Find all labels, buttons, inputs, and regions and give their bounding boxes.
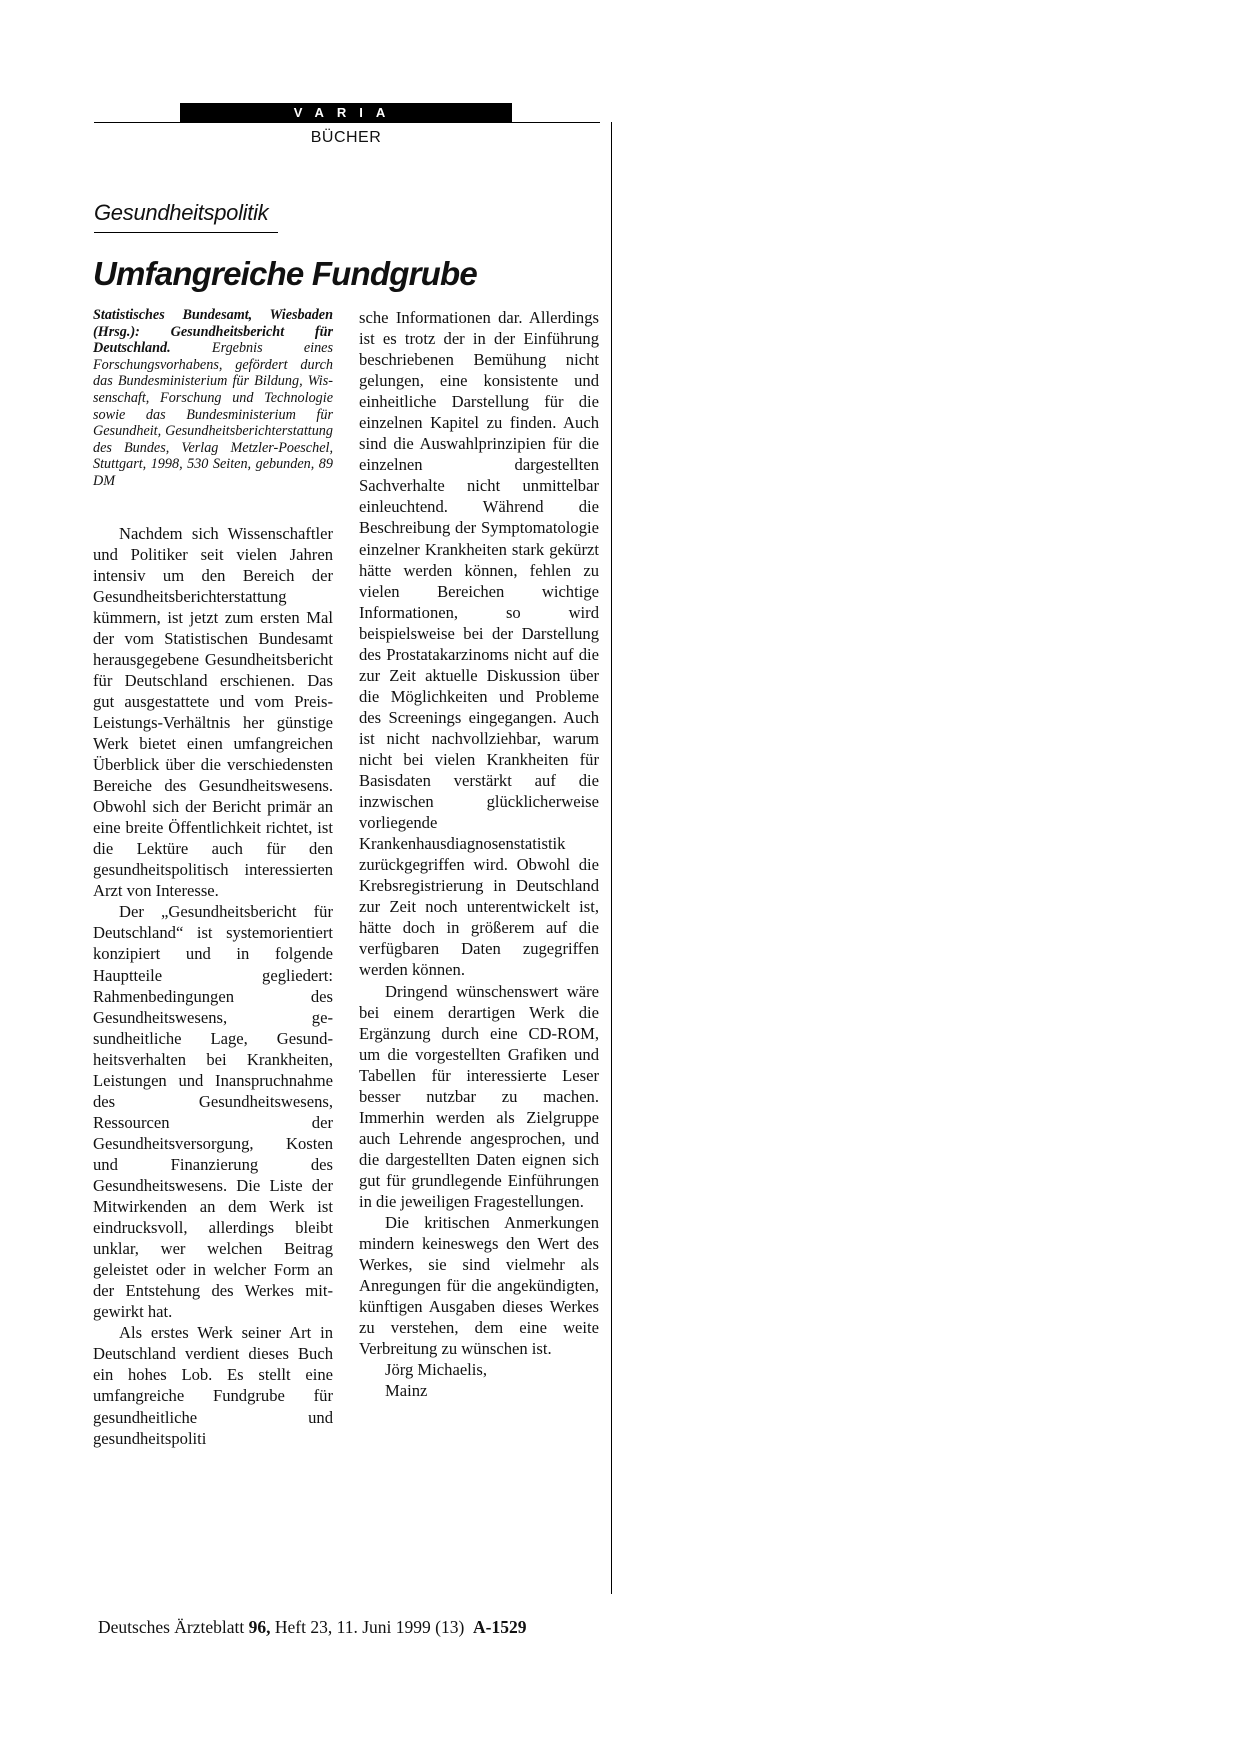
subsection-label: BÜCHER xyxy=(310,129,382,146)
article-rubric: Gesundheitspolitik xyxy=(94,200,278,233)
journal-name: Deutsches Ärzteblatt xyxy=(98,1617,245,1637)
journal-issue: Heft 23, 11. Juni 1999 (13) xyxy=(274,1617,465,1637)
text-column-left xyxy=(93,307,333,1449)
paragraph: Die kritischen Anmerkungen mindern keineswegs den Wert des Werkes, sie sind vielmehr als Anregungen für die angekündigten, künftigen Ausgaben dieses Werkes zu verstehen, dem eine weite Verbreitung zu wünschen ist. xyxy=(359,1213,599,1359)
paragraph: sche Informationen dar. Allerdings ist es trotz der in der Einführung beschriebenen Bemühung nicht gelungen, eine konsistente und einheitliche Darstellung für die einzelnen Kapitel zu finden. Auch sind die Auswahlprinzipien für die einzelnen dargestellten Sachverhalte nicht unmittelbar einleuchtend. Während die Beschreibung der Symptomatologie einzelner Krankheiten stark gekürzt hätte werden können, fehlen zu vielen Bereichen wichtige Informationen, so wird beispielsweise bei der Darstellung des Prostatakarzinoms nicht auf die zur Zeit aktuelle Diskussion über die Möglichkeiten und Probleme des Screenings eingegangen. Auch ist nicht nachvollziehbar, warum nicht bei vielen Krankheiten für Basisdaten verstärkt auf die inzwischen glücklicherweise vorliegende Krankenhausdiagnosenstatistik zurückgegriffen wird. Obwohl die Krebsregistrierung in Deutschland zur Zeit noch unterentwickelt ist, hätte doch in größerem auf die verfügbaren Daten zugegriffen werden können. xyxy=(359,308,599,980)
author-name: Jörg Michaelis, xyxy=(385,1360,488,1380)
paragraph: Nachdem sich Wissenschaftler und Politiker seit vielen Jahren intensiv um den Bereich der Gesundheitsberichterstattung kümmern, ist jetzt zum ersten Mal der vom Statistischen Bundesamt herausgegebene Gesundheitsbericht für Deutschland erschienen. Das gut ausgestattete und vom Preis-Leistungs-Verhältnis her günstige Werk bietet einen umfangreichen Überblick über die verschiedensten Bereiche des Gesundheitswesens. Obwohl sich der Bericht primär an eine breite Öffentlichkeit richtet, ist die Lektüre auch für den gesundheitspolitisch interessierten Arzt von Interesse. xyxy=(93,523,333,901)
column-rule xyxy=(611,122,612,1594)
paragraph: Dringend wünschenswert wäre bei einem derartigen Werk die Ergänzung durch eine CD-ROM, um die vorgestellten Grafiken und Tabellen für interessierte Leser besser nutzbar zu machen. Immerhin werden als Zielgruppe auch Lehrende angesprochen, und die dargestellten Daten eignen sich gut für grundlegende Einführungen in die jeweiligen Fragestellungen. xyxy=(359,981,599,1211)
bibliographic-entry xyxy=(93,307,333,490)
journal-volume: 96, xyxy=(248,1617,271,1637)
text-column-right xyxy=(359,307,599,1401)
page-number: A-1529 xyxy=(473,1617,527,1637)
article-title: Umfangreiche Fundgrube xyxy=(93,255,477,292)
biblio-title: Statistisches Bundesamt, Wiesbaden (Hrsg.): Gesundheitsbericht für Deutschland. xyxy=(93,307,333,357)
author-city: Mainz xyxy=(385,1381,428,1401)
page-footer xyxy=(98,1617,527,1638)
section-bar: VARIA xyxy=(180,103,512,123)
paragraph: Der „Gesundheitsbericht für Deutschland“ ist systemorientiert konzipiert und in folgende Hauptteile gegliedert: Rahmenbedingungen des Gesundheitswesens, gesundheitliche Lage, Gesundheitsverhalten bei Krankheiten, Leistungen und Inanspruchnahme des Gesundheitswesens, Ressourcen der Gesundheitsversorgung, Kosten und Finanzierung des Gesundheitswesens. Die Liste der Mitwirkenden an dem Werk ist eindrucksvoll, allerdings bleibt unklar, wer welchen Beitrag geleistet oder in welcher Form an der Entstehung des Werkes mitgewirkt hat. xyxy=(93,902,333,1322)
biblio-details: Ergebnis eines Forschungsvorhabens, gefördert durch das Bundesministerium für Bildung, Wissenschaft, Forschung und Technologie sowie das Bundesministerium für Gesundheit, Gesundheitsberichterstattung des Bundes, Verlag Metzler-Poeschel, Stuttgart, 1998, 530 Seiten, gebunden, 89 DM xyxy=(93,340,334,489)
paragraph: Als erstes Werk seiner Art in Deutschland verdient dieses Buch ein hohes Lob. Es stellt eine umfangreiche Fundgrube für gesundheitliche und gesundheitspoliti xyxy=(93,1323,333,1448)
